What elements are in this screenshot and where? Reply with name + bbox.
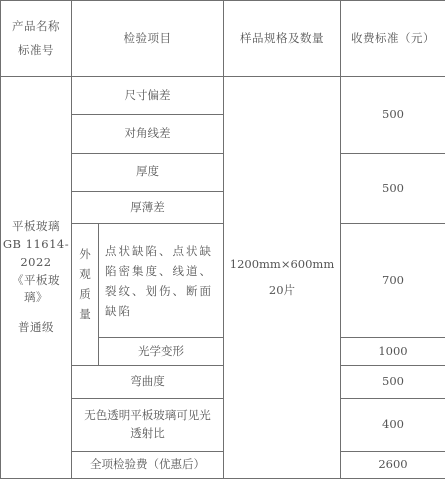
product-standard-code: GB 11614- [2, 237, 70, 251]
header-fee: 收费标准（元） [341, 1, 445, 77]
item-thickness-difference: 厚薄差 [72, 192, 224, 224]
product-standard-title-1: 《平板玻 [12, 272, 60, 287]
appearance-quality-label [72, 224, 99, 366]
item-dimension-deviation: 尺寸偏差 [72, 77, 224, 115]
header-spec: 样品规格及数量 [224, 1, 341, 77]
product-standard-title-2: 璃》 [24, 290, 48, 305]
item-bow: 弯曲度 [72, 366, 224, 399]
spec-count: 20片 [268, 282, 296, 297]
product-name: 平板玻璃 [12, 219, 60, 234]
product-cell [1, 77, 72, 479]
fee-bow: 500 [341, 366, 445, 399]
item-full-inspection: 全项检验费（优惠后） [72, 452, 224, 479]
item-transmittance: 无色透明平板玻璃可见光透射比 [72, 399, 224, 452]
fee-optical: 1000 [341, 338, 445, 366]
appearance-char-2: 观 [79, 266, 91, 281]
item-optical-distortion: 光学变形 [99, 338, 224, 366]
header-product [1, 1, 72, 77]
item-appearance-defects: 点状缺陷、点状缺陷密集度、线道、裂纹、划伤、断面缺陷 [99, 224, 224, 338]
product-standard-year: 2022 [20, 254, 52, 269]
appearance-char-3: 质 [79, 286, 91, 301]
table-row [1, 77, 445, 115]
appearance-char-1: 外 [79, 246, 91, 261]
fee-transmittance: 400 [341, 399, 445, 452]
appearance-char-4: 量 [79, 306, 91, 321]
spec-cell [224, 77, 341, 479]
fee-dimension-diagonal: 500 [341, 77, 445, 153]
product-grade: 普通级 [18, 320, 54, 335]
fee-thickness-group: 500 [341, 153, 445, 224]
fee-appearance: 700 [341, 224, 445, 338]
fee-full: 2600 [341, 452, 445, 479]
header-product-line2: 标准号 [18, 42, 54, 57]
header-item: 检验项目 [72, 1, 224, 77]
header-product-line1: 产品名称 [12, 18, 60, 33]
header-row [1, 1, 445, 77]
spec-size: 1200mm×600mm [229, 256, 335, 271]
item-thickness: 厚度 [72, 153, 224, 192]
item-diagonal-difference: 对角线差 [72, 114, 224, 153]
